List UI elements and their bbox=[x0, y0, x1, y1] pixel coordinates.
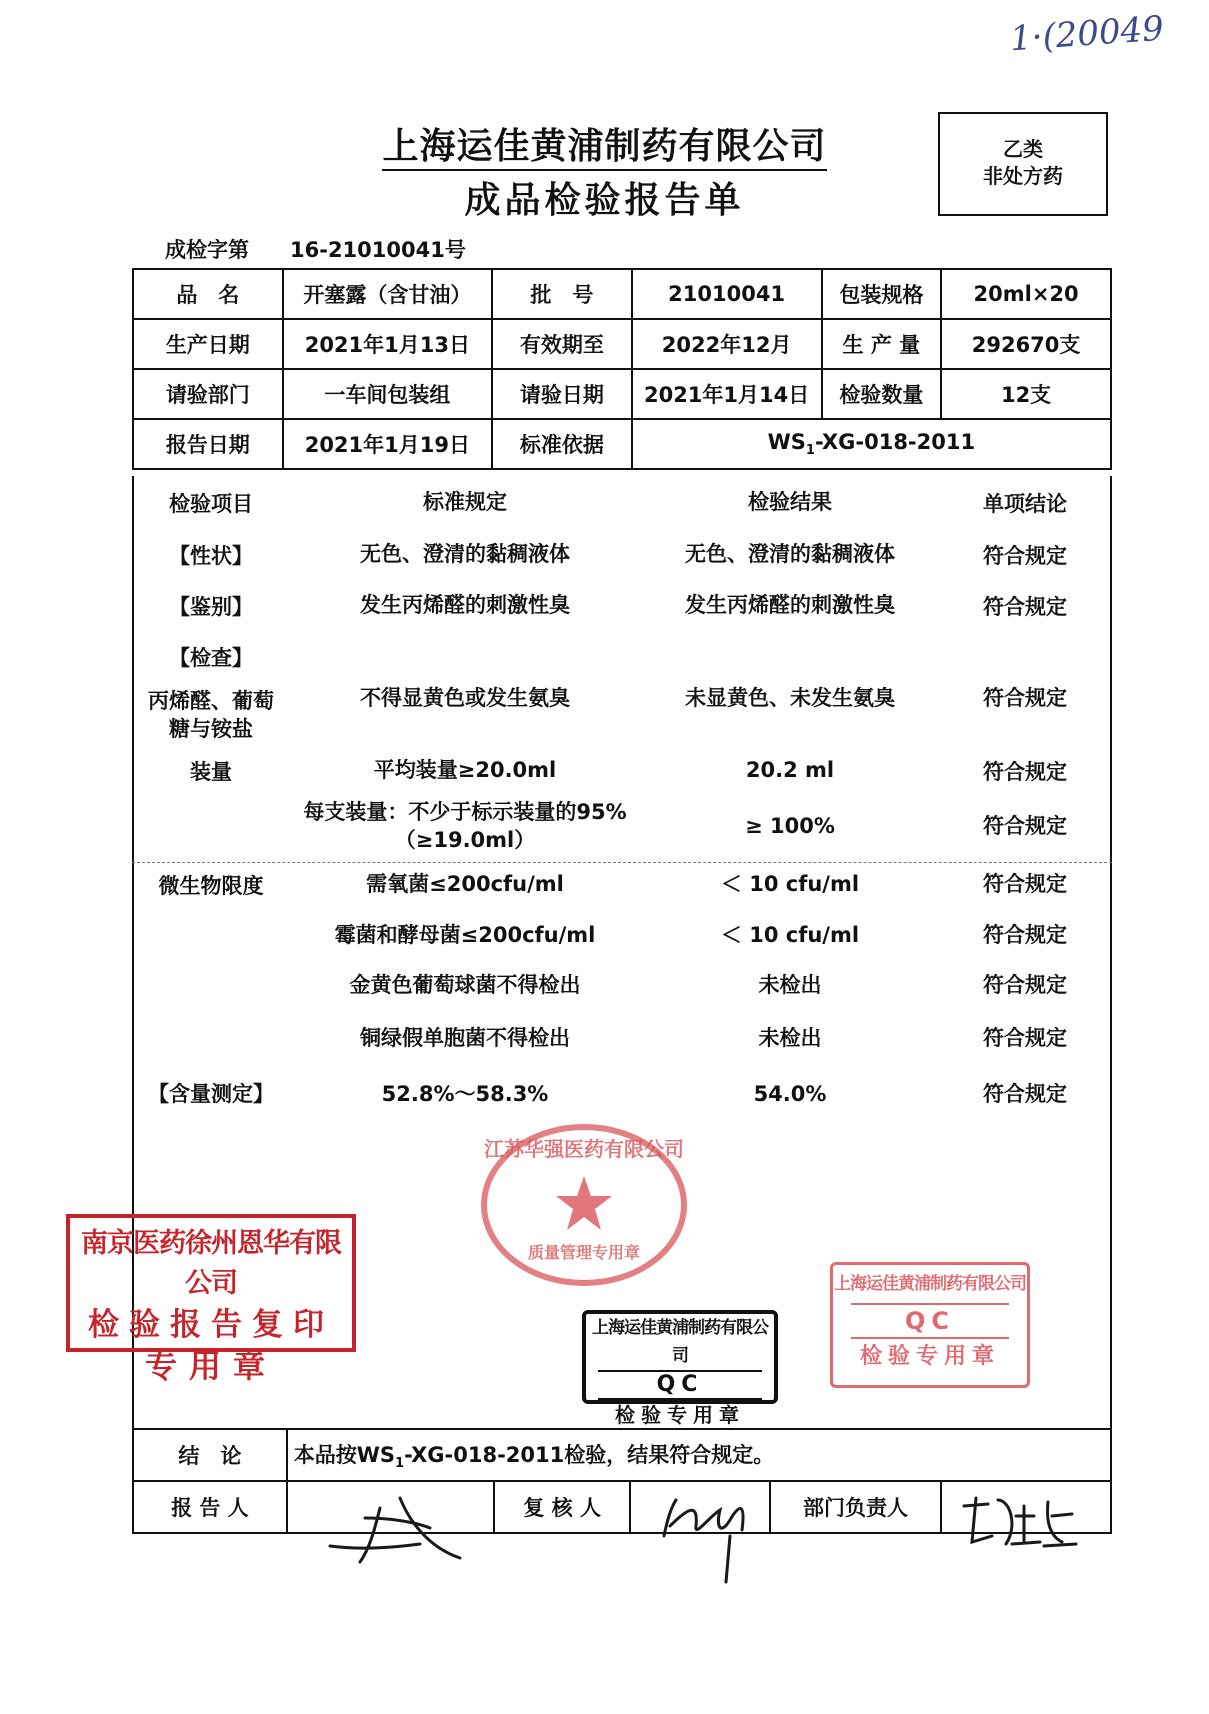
reporter-label: 报 告 人 bbox=[133, 1481, 287, 1533]
row-staph-conclusion: 符合规定 bbox=[983, 973, 1067, 997]
copy-stamp: 南京医药徐州恩华有限公司 检验报告复印 专用章 bbox=[66, 1214, 356, 1352]
row-mold-result: ＜ 10 cfu/ml bbox=[720, 923, 860, 947]
row-fill-each-standard: 每支装量：不少于标示装量的95% （≥19.0ml） bbox=[303, 800, 627, 852]
row-identification-result: 发生丙烯醛的刺激性臭 bbox=[685, 593, 895, 617]
reviewer-signature bbox=[650, 1476, 770, 1586]
label-test-qty: 检验数量 bbox=[822, 369, 942, 419]
qc-stamp-red: 上海运佳黄浦制药有限公司 QC 检验专用章 bbox=[830, 1262, 1030, 1388]
row-inspection-item: 【检查】 bbox=[169, 646, 253, 670]
row-acrolein-result: 未显黄色、未发生氨臭 bbox=[685, 686, 895, 710]
value-req-date: 2021年1月14日 bbox=[632, 369, 822, 419]
label-req-dept: 请验部门 bbox=[133, 369, 283, 419]
row-fill-conclusion: 符合规定 bbox=[983, 760, 1067, 784]
category-line2: 非处方药 bbox=[983, 164, 1063, 188]
label-report-date: 报告日期 bbox=[133, 419, 283, 469]
reviewer-label: 复 核 人 bbox=[494, 1481, 630, 1533]
row-acrolein-conclusion: 符合规定 bbox=[983, 686, 1067, 710]
row-fill-each-conclusion: 符合规定 bbox=[983, 814, 1067, 838]
value-prod-date: 2021年1月13日 bbox=[283, 319, 492, 369]
value-report-date: 2021年1月19日 bbox=[283, 419, 492, 469]
label-expiry: 有效期至 bbox=[492, 319, 632, 369]
dept-head-signature bbox=[958, 1486, 1078, 1556]
row-microbial-item: 微生物限度 bbox=[158, 874, 264, 898]
value-batch-no: 21010041 bbox=[632, 269, 822, 319]
row-fill-standard: 平均装量≥20.0ml bbox=[373, 758, 557, 782]
row-identification-item: 【鉴别】 bbox=[169, 595, 253, 619]
col-standard: 标准规定 bbox=[423, 490, 507, 514]
conclusion-label: 结 论 bbox=[133, 1429, 287, 1481]
row-fill-result: 20.2 ml bbox=[745, 758, 835, 782]
row-identification-conclusion: 符合规定 bbox=[983, 595, 1067, 619]
row-appearance-conclusion: 符合规定 bbox=[983, 544, 1067, 568]
row-acrolein-standard: 不得显黄色或发生氨臭 bbox=[360, 686, 570, 710]
label-prod-date: 生产日期 bbox=[133, 319, 283, 369]
row-assay-result: 54.0% bbox=[753, 1082, 827, 1106]
col-result: 检验结果 bbox=[748, 490, 832, 514]
row-staph-result: 未检出 bbox=[758, 973, 822, 997]
value-output: 292670支 bbox=[941, 319, 1111, 369]
row-pseudomonas-result: 未检出 bbox=[758, 1026, 822, 1050]
row-assay-conclusion: 符合规定 bbox=[983, 1082, 1067, 1106]
row-appearance-result: 无色、澄清的黏稠液体 bbox=[685, 542, 895, 566]
row-aerobic-conclusion: 符合规定 bbox=[983, 872, 1067, 896]
row-acrolein-item: 丙烯醛、葡萄 糖与铵盐 bbox=[148, 689, 274, 741]
row-pseudomonas-conclusion: 符合规定 bbox=[983, 1026, 1067, 1050]
row-mold-standard: 霉菌和酵母菌≤200cfu/ml bbox=[334, 923, 596, 947]
label-standard: 标准依据 bbox=[492, 419, 632, 469]
row-appearance-standard: 无色、澄清的黏稠液体 bbox=[360, 542, 570, 566]
label-pack-spec: 包装规格 bbox=[822, 269, 942, 319]
document-title: 成品检验报告单 bbox=[464, 180, 745, 221]
reporter-signature bbox=[320, 1478, 470, 1568]
company-name: 上海运佳黄浦制药有限公司 bbox=[0, 118, 1209, 169]
doc-number-label: 成检字第 bbox=[165, 238, 249, 262]
category-box bbox=[938, 112, 1108, 216]
row-fill-each-result: ≥ 100% bbox=[745, 814, 835, 838]
row-assay-standard: 52.8%～58.3% bbox=[381, 1082, 549, 1106]
value-pack-spec: 20ml×20 bbox=[941, 269, 1111, 319]
conclusion-text: 本品按$WS_1-XG-018-2011$检验，结果符合规定。 bbox=[287, 1429, 1111, 1481]
row-aerobic-result: ＜ 10 cfu/ml bbox=[720, 872, 860, 896]
row-staph-standard: 金黄色葡萄球菌不得检出 bbox=[349, 973, 581, 997]
row-assay-item: 【含量测定】 bbox=[148, 1082, 274, 1106]
dept-head-label: 部门负责人 bbox=[770, 1481, 942, 1533]
svg-text:江苏华强医药有限公司: 江苏华强医药有限公司 bbox=[484, 1137, 684, 1161]
value-test-qty: 12支 bbox=[941, 369, 1111, 419]
handwritten-note: 1·(20049 bbox=[1008, 8, 1166, 60]
svg-text:质量管理专用章: 质量管理专用章 bbox=[527, 1243, 641, 1262]
value-req-dept: 一车间包装组 bbox=[283, 369, 492, 419]
value-standard: $WS_1-XG-018-2011$ bbox=[632, 419, 1111, 469]
value-product-name: 开塞露（含甘油） bbox=[283, 269, 492, 319]
col-conclusion: 单项结论 bbox=[983, 492, 1067, 516]
value-expiry: 2022年12月 bbox=[632, 319, 822, 369]
qc-stamp-black: 上海运佳黄浦制药有限公司 QC 检验专用章 bbox=[582, 1310, 778, 1404]
label-batch-no: 批 号 bbox=[492, 269, 632, 319]
header-table bbox=[132, 268, 1112, 470]
row-identification-standard: 发生丙烯醛的刺激性臭 bbox=[360, 593, 570, 617]
doc-number-value: 16-21010041号 bbox=[290, 238, 466, 262]
round-seal-stamp bbox=[478, 1120, 690, 1290]
label-product-name: 品 名 bbox=[133, 269, 283, 319]
row-pseudomonas-standard: 铜绿假单胞菌不得检出 bbox=[360, 1026, 570, 1050]
row-fill-item: 装量 bbox=[190, 760, 232, 784]
col-item: 检验项目 bbox=[169, 492, 253, 516]
scan-artifact-line bbox=[132, 862, 1112, 863]
row-mold-conclusion: 符合规定 bbox=[983, 923, 1067, 947]
row-appearance-item: 【性状】 bbox=[169, 544, 253, 568]
row-aerobic-standard: 需氧菌≤200cfu/ml bbox=[366, 872, 564, 896]
category-line1: 乙类 bbox=[1003, 137, 1043, 161]
label-output: 生 产 量 bbox=[822, 319, 942, 369]
label-req-date: 请验日期 bbox=[492, 369, 632, 419]
